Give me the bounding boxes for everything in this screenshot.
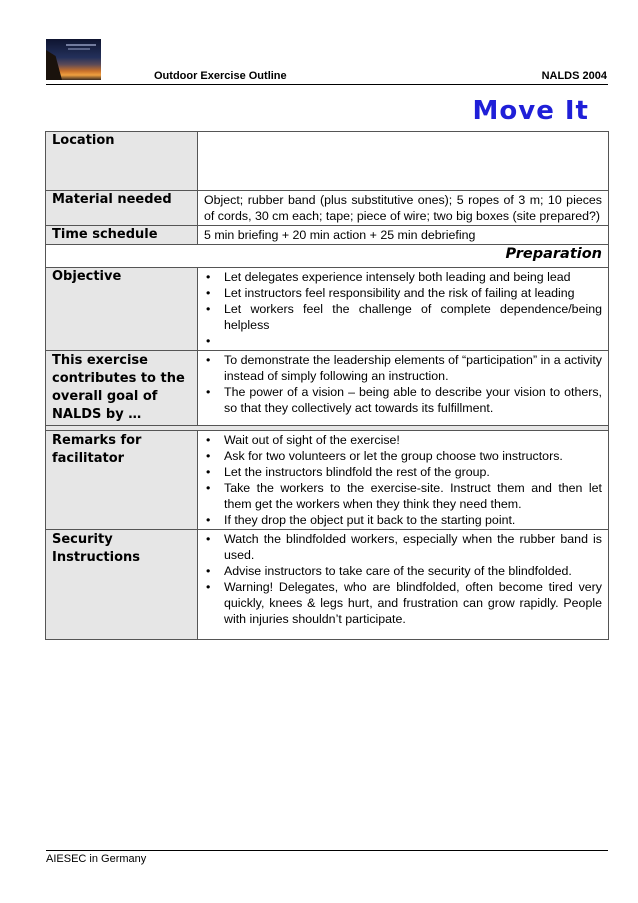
label-objective: Objective [46, 268, 198, 351]
list-item: • Take the workers to the exercise-site. Instruct them and then let them get the workers when they think they need them. [204, 480, 602, 512]
row-material [46, 191, 609, 226]
exercise-outline-table [45, 131, 609, 640]
logo-text-line [66, 44, 96, 46]
row-time [46, 226, 609, 245]
value-location [198, 132, 609, 191]
list-item: • The power of a vision – being able to describe your vision to others, so that they collectively act towards its fulfillment. [204, 384, 602, 416]
list-item: • If they drop the object put it back to the starting point. [204, 512, 602, 528]
preparation-heading: Preparation [46, 245, 609, 268]
footer-text: AIESEC in Germany [46, 853, 147, 865]
row-objective [46, 268, 609, 351]
row-preparation [46, 245, 609, 268]
header-title: Outdoor Exercise Outline [154, 70, 287, 82]
label-security: Security Instructions [46, 530, 198, 640]
row-contributes [46, 351, 609, 426]
exercise-title: Move It [472, 96, 589, 126]
value-objective [198, 268, 609, 351]
list-item: • To demonstrate the leadership elements of “participation” in a activity instead of simply following an instruction. [204, 352, 602, 384]
list-item: • Let the instructors blindfold the rest of the group. [204, 464, 602, 480]
list-item: • Let workers feel the challenge of complete dependence/being helpless [204, 301, 602, 333]
logo-rock-silhouette [46, 50, 62, 80]
label-material: Material needed [46, 191, 198, 226]
header-event: NALDS 2004 [541, 70, 607, 82]
footer-rule [46, 850, 608, 851]
list-item: • Warning! Delegates, who are blindfolded, often become tired very quickly, knees & legs hurt, and frustration can grow rapidly. People with injuries shouldn’t participate. [204, 579, 602, 627]
list-item [204, 333, 602, 349]
list-item: • Advise instructors to take care of the security of the blindfolded. [204, 563, 602, 579]
label-time: Time schedule [46, 226, 198, 245]
row-location [46, 132, 609, 191]
value-security [198, 530, 609, 640]
value-material: Object; rubber band (plus substitutive ones); 5 ropes of 3 m; 10 pieces of cords, 30 cm each; tape; piece of wire; two big boxes (site prepared?) [198, 191, 609, 226]
list-item: • Wait out of sight of the exercise! [204, 432, 602, 448]
value-remarks [198, 431, 609, 530]
row-remarks [46, 431, 609, 530]
logo-text-line [68, 48, 90, 50]
row-security [46, 530, 609, 640]
list-item: • Let instructors feel responsibility and the risk of failing at leading [204, 285, 602, 301]
value-time: 5 min briefing + 20 min action + 25 min debriefing [198, 226, 609, 245]
label-location: Location [46, 132, 198, 191]
header-logo-image [46, 39, 101, 80]
list-item: • Let delegates experience intensely both leading and being lead [204, 269, 602, 285]
label-contributes: This exercise contributes to the overall goal of NALDS by … [46, 351, 198, 426]
value-contributes [198, 351, 609, 426]
list-item: • Ask for two volunteers or let the group choose two instructors. [204, 448, 602, 464]
list-item: • Watch the blindfolded workers, especially when the rubber band is used. [204, 531, 602, 563]
header-rule [46, 84, 608, 85]
label-remarks: Remarks for facilitator [46, 431, 198, 530]
